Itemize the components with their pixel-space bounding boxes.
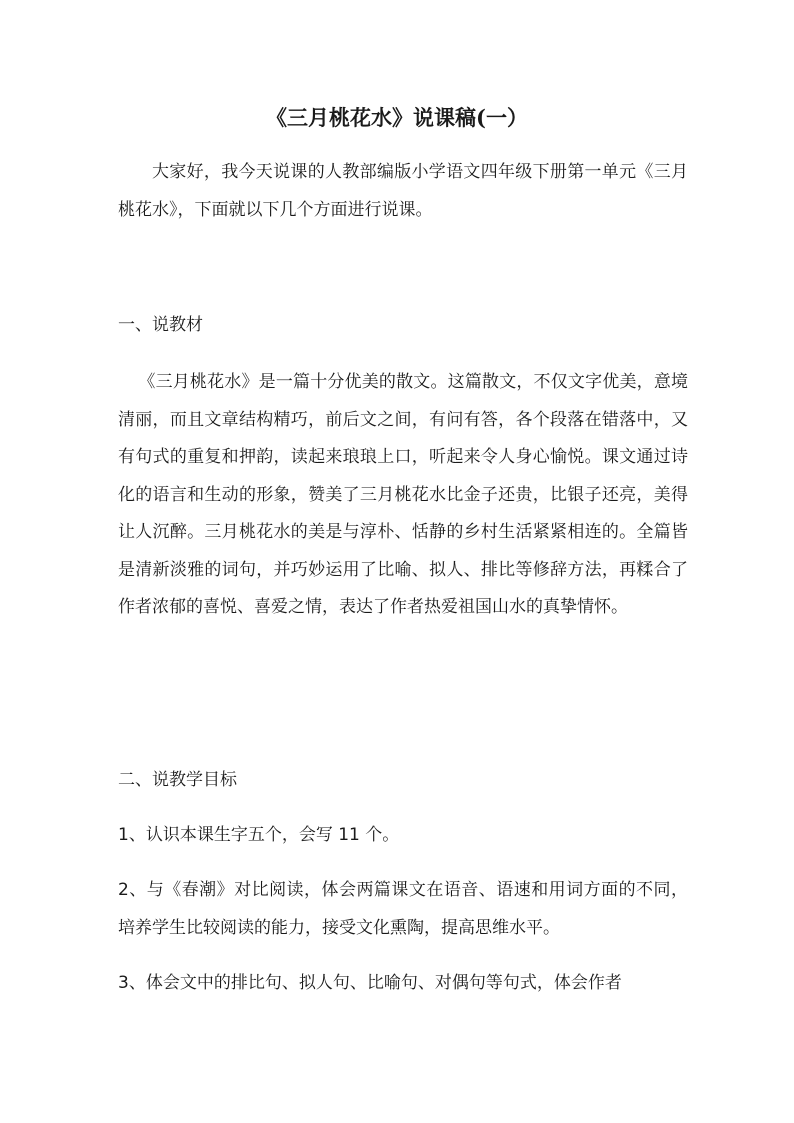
intro-paragraph: 大家好，我今天说课的人教部编版小学语文四年级下册第一单元《三月桃花水》，下面就以下几个方面进行说课。: [118, 162, 688, 220]
section-body-textbook: 《三月桃花水》是一篇十分优美的散文。这篇散文，不仅文字优美，意境清丽，而且文章结构精巧，前后文之间，有问有答，各个段落在错落中，又有句式的重复和押韵，读起来琅琅上口，听起来令人身心愉悦。课文通过诗化的语言和生动的形象，赞美了三月桃花水比金子还贵，比银子还亮，美得让人沉醉。三月桃花水的美是与淳朴、恬静的乡村生活紧紧相连的。全篇皆是清新淡雅的词句，并巧妙运用了比喻、拟人、排比等修辞方法，再糅合了作者浓郁的喜悦、喜爱之情，表达了作者热爱祖国山水的真挚情怀。: [118, 372, 688, 617]
section-heading-textbook: 一、说教材: [118, 315, 203, 335]
objective-item-3: 3、体会文中的排比句、拟人句、比喻句、对偶句等句式，体会作者: [118, 973, 622, 993]
objective-item-2: 2、与《春潮》对比阅读，体会两篇课文在语音、语速和用词方面的不同，培养学生比较阅读的能力，接受文化熏陶，提高思维水平。: [118, 880, 688, 938]
objective-item-1: 1、认识本课生字五个，会写 11 个。: [118, 825, 400, 845]
section-heading-objectives: 二、说教学目标: [118, 770, 237, 790]
document-title: 《三月桃花水》说课稿(一）: [266, 105, 528, 130]
